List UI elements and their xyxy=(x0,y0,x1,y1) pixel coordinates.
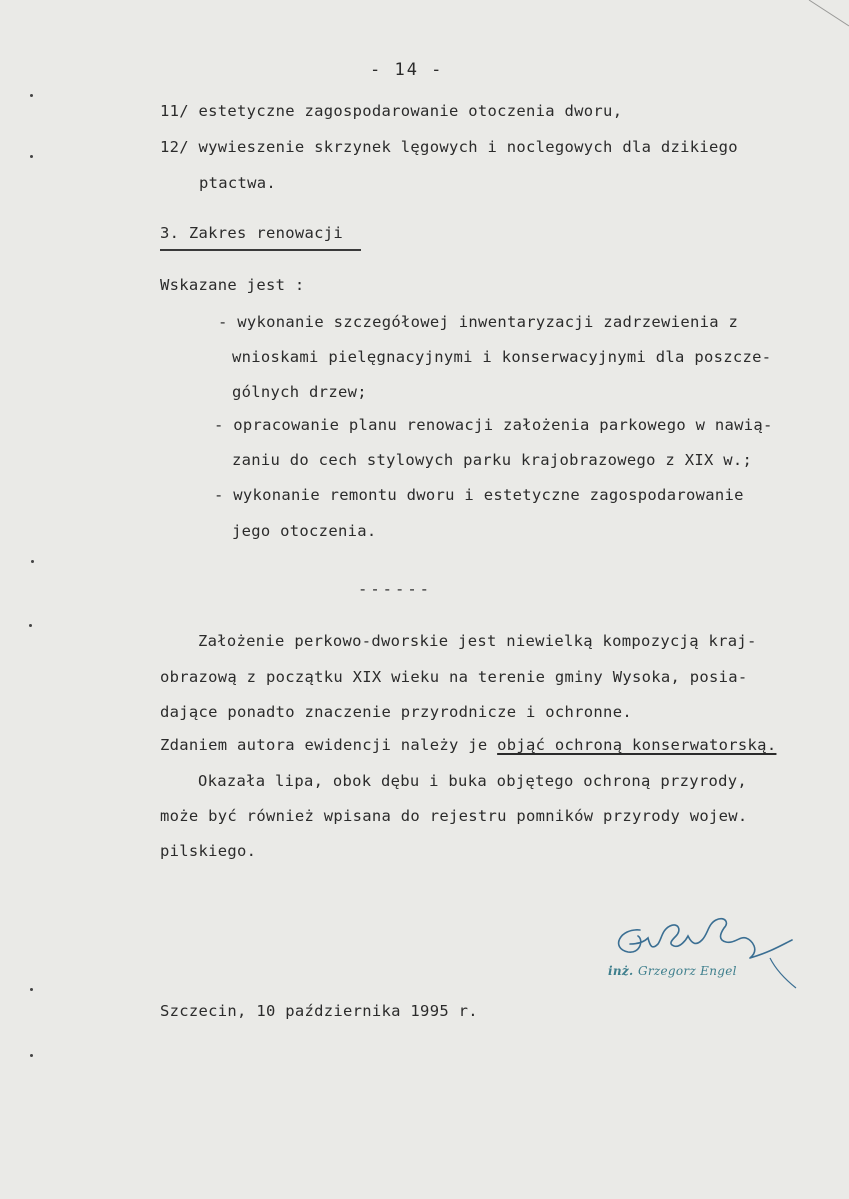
linden-line-2: może być również wpisana do rejestru pomników przyrody wojew. xyxy=(160,807,748,825)
bullet-2-line-1: - opracowanie planu renowacji założenia parkowego w nawią- xyxy=(214,416,773,434)
margin-dot xyxy=(30,988,33,991)
margin-dot xyxy=(31,560,34,563)
section-separator: ------ xyxy=(358,580,432,598)
page-number: - 14 - xyxy=(370,60,444,80)
section-intro: Wskazane jest : xyxy=(160,276,305,294)
bullet-3-line-1: - wykonanie remontu dworu i estetyczne zagospodarowanie xyxy=(214,486,744,504)
conclusion-line-2: obrazową z początku XIX wieku na terenie gminy Wysoka, posia- xyxy=(160,668,748,686)
list-item-11: 11/ estetyczne zagospodarowanie otoczenia dworu, xyxy=(160,102,623,120)
bullet-2-line-2: zaniu do cech stylowych parku krajobrazowego z XIX w.; xyxy=(232,451,753,469)
bullet-1-line-1: - wykonanie szczegółowej inwentaryzacji zadrzewienia z xyxy=(218,313,739,331)
conclusion-line-1: Założenie perkowo-dworskie jest niewielką kompozycją kraj- xyxy=(198,632,757,650)
conclusion-line-3: dające ponadto znaczenie przyrodnicze i ochronne. xyxy=(160,703,632,721)
list-item-12: 12/ wywieszenie skrzynek lęgowych i noclegowych dla dzikiego xyxy=(160,138,738,156)
bullet-3-line-2: jego otoczenia. xyxy=(232,522,377,540)
margin-dot xyxy=(29,624,32,627)
section-heading: 3. Zakres renowacji xyxy=(160,224,344,242)
list-item-12-continuation: ptactwa. xyxy=(199,174,277,192)
linden-line-1: Okazała lipa, obok dębu i buka objętego ochroną przyrody, xyxy=(198,772,748,790)
margin-dot xyxy=(30,1054,33,1057)
stamp-name: Grzegorz Engel xyxy=(637,964,737,978)
linden-line-3: pilskiego. xyxy=(160,842,257,860)
stamp-title: inż. xyxy=(608,964,638,978)
author-recommendation xyxy=(160,736,776,754)
protection-emphasis: objąć ochroną konserwatorską. xyxy=(497,736,777,754)
margin-dot xyxy=(30,155,33,158)
page-corner-fold xyxy=(789,0,849,40)
section-heading-underline xyxy=(160,249,361,251)
place-and-date: Szczecin, 10 października 1995 r. xyxy=(160,1002,478,1020)
author-recommendation-text: Zdaniem autora ewidencji należy je xyxy=(160,736,498,754)
bullet-1-line-3: gólnych drzew; xyxy=(232,383,367,401)
margin-dot xyxy=(30,94,33,97)
signature-stamp xyxy=(608,964,737,978)
bullet-1-line-2: wnioskami pielęgnacyjnymi i konserwacyjnymi dla poszcze- xyxy=(232,348,772,366)
